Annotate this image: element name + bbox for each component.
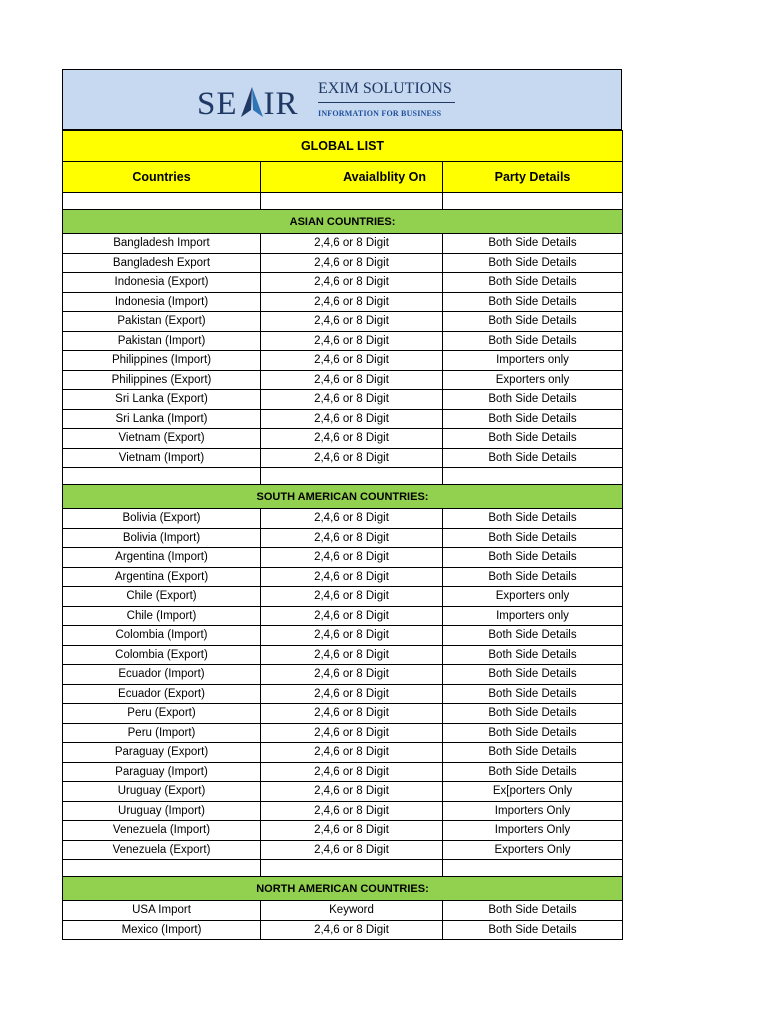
cell-availability: 2,4,6 or 8 Digit (261, 606, 443, 626)
blank-cell (443, 860, 623, 877)
table-row (63, 626, 623, 646)
column-header-row (63, 162, 623, 193)
cell-party-details: Importers only (443, 606, 623, 626)
cell-country: Vietnam (Export) (63, 429, 261, 449)
table-row (63, 684, 623, 704)
cell-availability: 2,4,6 or 8 Digit (261, 920, 443, 940)
cell-country: USA Import (63, 901, 261, 921)
table-row (63, 587, 623, 607)
cell-party-details: Both Side Details (443, 901, 623, 921)
cell-country: Chile (Import) (63, 606, 261, 626)
cell-availability: 2,4,6 or 8 Digit (261, 390, 443, 410)
cell-availability: 2,4,6 or 8 Digit (261, 665, 443, 685)
cell-party-details: Both Side Details (443, 273, 623, 293)
cell-country: Philippines (Import) (63, 351, 261, 371)
cell-party-details: Both Side Details (443, 626, 623, 646)
table-row (63, 528, 623, 548)
cell-party-details: Both Side Details (443, 723, 623, 743)
cell-availability: 2,4,6 or 8 Digit (261, 351, 443, 371)
cell-country: Bangladesh Export (63, 253, 261, 273)
table-row (63, 312, 623, 332)
column-header-countries: Countries (63, 162, 261, 193)
logo-letters-right: IR (263, 86, 299, 122)
section-title: NORTH AMERICAN COUNTRIES: (63, 877, 623, 901)
cell-country: Ecuador (Export) (63, 684, 261, 704)
cell-party-details: Importers Only (443, 821, 623, 841)
table-row (63, 901, 623, 921)
table-row (63, 665, 623, 685)
table-row (63, 920, 623, 940)
table-row (63, 782, 623, 802)
cell-party-details: Both Side Details (443, 409, 623, 429)
cell-party-details: Both Side Details (443, 645, 623, 665)
cell-country: Philippines (Export) (63, 370, 261, 390)
cell-party-details: Importers Only (443, 801, 623, 821)
cell-party-details: Both Side Details (443, 665, 623, 685)
table-row (63, 762, 623, 782)
cell-country: Paraguay (Import) (63, 762, 261, 782)
cell-party-details: Both Side Details (443, 292, 623, 312)
cell-availability: 2,4,6 or 8 Digit (261, 448, 443, 468)
cell-party-details: Both Side Details (443, 509, 623, 529)
blank-cell (63, 468, 261, 485)
table-row (63, 645, 623, 665)
cell-party-details: Both Side Details (443, 548, 623, 568)
cell-availability: 2,4,6 or 8 Digit (261, 645, 443, 665)
cell-party-details: Both Side Details (443, 567, 623, 587)
cell-party-details: Exporters only (443, 370, 623, 390)
cell-party-details: Both Side Details (443, 528, 623, 548)
cell-party-details: Both Side Details (443, 448, 623, 468)
blank-row (63, 193, 623, 210)
cell-party-details: Both Side Details (443, 312, 623, 332)
cell-country: Colombia (Export) (63, 645, 261, 665)
blank-cell (261, 860, 443, 877)
cell-availability: 2,4,6 or 8 Digit (261, 743, 443, 763)
cell-party-details: Ex[porters Only (443, 782, 623, 802)
blank-cell (443, 468, 623, 485)
table-row (63, 606, 623, 626)
cell-availability: 2,4,6 or 8 Digit (261, 782, 443, 802)
table-row (63, 273, 623, 293)
cell-party-details: Both Side Details (443, 762, 623, 782)
cell-country: Sri Lanka (Export) (63, 390, 261, 410)
cell-country: Peru (Export) (63, 704, 261, 724)
table-row (63, 351, 623, 371)
cell-availability: 2,4,6 or 8 Digit (261, 840, 443, 860)
table-row (63, 723, 623, 743)
cell-country: Uruguay (Export) (63, 782, 261, 802)
cell-availability: 2,4,6 or 8 Digit (261, 429, 443, 449)
table-row (63, 840, 623, 860)
section-title: SOUTH AMERICAN COUNTRIES: (63, 485, 623, 509)
table-row (63, 548, 623, 568)
table-row (63, 704, 623, 724)
column-header-availability: Avaialblity On (261, 162, 443, 193)
cell-availability: 2,4,6 or 8 Digit (261, 234, 443, 254)
cell-country: Venezuela (Export) (63, 840, 261, 860)
cell-availability: 2,4,6 or 8 Digit (261, 704, 443, 724)
cell-country: Chile (Export) (63, 587, 261, 607)
cell-availability: 2,4,6 or 8 Digit (261, 821, 443, 841)
logo-text-block (318, 80, 458, 118)
blank-cell (63, 860, 261, 877)
cell-party-details: Both Side Details (443, 234, 623, 254)
section-header-row (63, 210, 623, 234)
table-row (63, 429, 623, 449)
section-title: ASIAN COUNTRIES: (63, 210, 623, 234)
cell-availability: 2,4,6 or 8 Digit (261, 273, 443, 293)
spreadsheet (62, 69, 622, 940)
table-row (63, 253, 623, 273)
cell-country: Sri Lanka (Import) (63, 409, 261, 429)
cell-availability: 2,4,6 or 8 Digit (261, 292, 443, 312)
table-row (63, 801, 623, 821)
cell-country: Bolivia (Import) (63, 528, 261, 548)
cell-availability: 2,4,6 or 8 Digit (261, 528, 443, 548)
cell-party-details: Both Side Details (443, 331, 623, 351)
cell-party-details: Both Side Details (443, 684, 623, 704)
blank-row (63, 468, 623, 485)
cell-country: Venezuela (Import) (63, 821, 261, 841)
cell-country: Indonesia (Import) (63, 292, 261, 312)
section-header-row (63, 877, 623, 901)
table-row (63, 234, 623, 254)
cell-availability: 2,4,6 or 8 Digit (261, 567, 443, 587)
cell-country: Bangladesh Import (63, 234, 261, 254)
logo-banner (62, 69, 622, 130)
cell-country: Bolivia (Export) (63, 509, 261, 529)
cell-party-details: Both Side Details (443, 253, 623, 273)
table-row (63, 821, 623, 841)
column-header-party-details: Party Details (443, 162, 623, 193)
blank-cell (63, 193, 261, 210)
cell-party-details: Importers only (443, 351, 623, 371)
blank-row (63, 860, 623, 877)
table-row (63, 509, 623, 529)
table-row (63, 743, 623, 763)
cell-availability: 2,4,6 or 8 Digit (261, 509, 443, 529)
cell-availability: 2,4,6 or 8 Digit (261, 312, 443, 332)
section-header-row (63, 485, 623, 509)
cell-country: Pakistan (Import) (63, 331, 261, 351)
cell-party-details: Exporters only (443, 587, 623, 607)
cell-availability: 2,4,6 or 8 Digit (261, 762, 443, 782)
cell-country: Vietnam (Import) (63, 448, 261, 468)
blank-cell (261, 193, 443, 210)
cell-country: Indonesia (Export) (63, 273, 261, 293)
title-row (63, 131, 623, 162)
cell-availability: Keyword (261, 901, 443, 921)
cell-availability: 2,4,6 or 8 Digit (261, 684, 443, 704)
table-row (63, 567, 623, 587)
cell-party-details: Both Side Details (443, 390, 623, 410)
cell-country: Uruguay (Import) (63, 801, 261, 821)
cell-country: Colombia (Import) (63, 626, 261, 646)
page-title: GLOBAL LIST (63, 131, 623, 162)
cell-availability: 2,4,6 or 8 Digit (261, 331, 443, 351)
cell-country: Mexico (Import) (63, 920, 261, 940)
global-list-table (62, 130, 623, 940)
cell-party-details: Both Side Details (443, 429, 623, 449)
cell-availability: 2,4,6 or 8 Digit (261, 723, 443, 743)
table-row (63, 292, 623, 312)
cell-party-details: Both Side Details (443, 704, 623, 724)
cell-party-details: Both Side Details (443, 743, 623, 763)
cell-country: Argentina (Export) (63, 567, 261, 587)
cell-availability: 2,4,6 or 8 Digit (261, 626, 443, 646)
cell-availability: 2,4,6 or 8 Digit (261, 587, 443, 607)
logo-title: EXIM SOLUTIONS (318, 80, 452, 97)
cell-availability: 2,4,6 or 8 Digit (261, 548, 443, 568)
cell-party-details: Exporters Only (443, 840, 623, 860)
cell-availability: 2,4,6 or 8 Digit (261, 253, 443, 273)
table-row (63, 331, 623, 351)
logo-divider (318, 102, 455, 103)
cell-country: Paraguay (Export) (63, 743, 261, 763)
logo-tagline: INFORMATION FOR BUSINESS (318, 109, 442, 118)
cell-country: Ecuador (Import) (63, 665, 261, 685)
cell-availability: 2,4,6 or 8 Digit (261, 801, 443, 821)
cell-country: Argentina (Import) (63, 548, 261, 568)
blank-cell (443, 193, 623, 210)
cell-availability: 2,4,6 or 8 Digit (261, 370, 443, 390)
blank-cell (261, 468, 443, 485)
cell-country: Peru (Import) (63, 723, 261, 743)
cell-availability: 2,4,6 or 8 Digit (261, 409, 443, 429)
table-row (63, 448, 623, 468)
table-row (63, 409, 623, 429)
logo-sail-icon (238, 86, 264, 116)
cell-country: Pakistan (Export) (63, 312, 261, 332)
table-row (63, 390, 623, 410)
table-row (63, 370, 623, 390)
logo-letters-left: SE (197, 86, 238, 122)
cell-party-details: Both Side Details (443, 920, 623, 940)
logo-wordmark (197, 86, 299, 123)
